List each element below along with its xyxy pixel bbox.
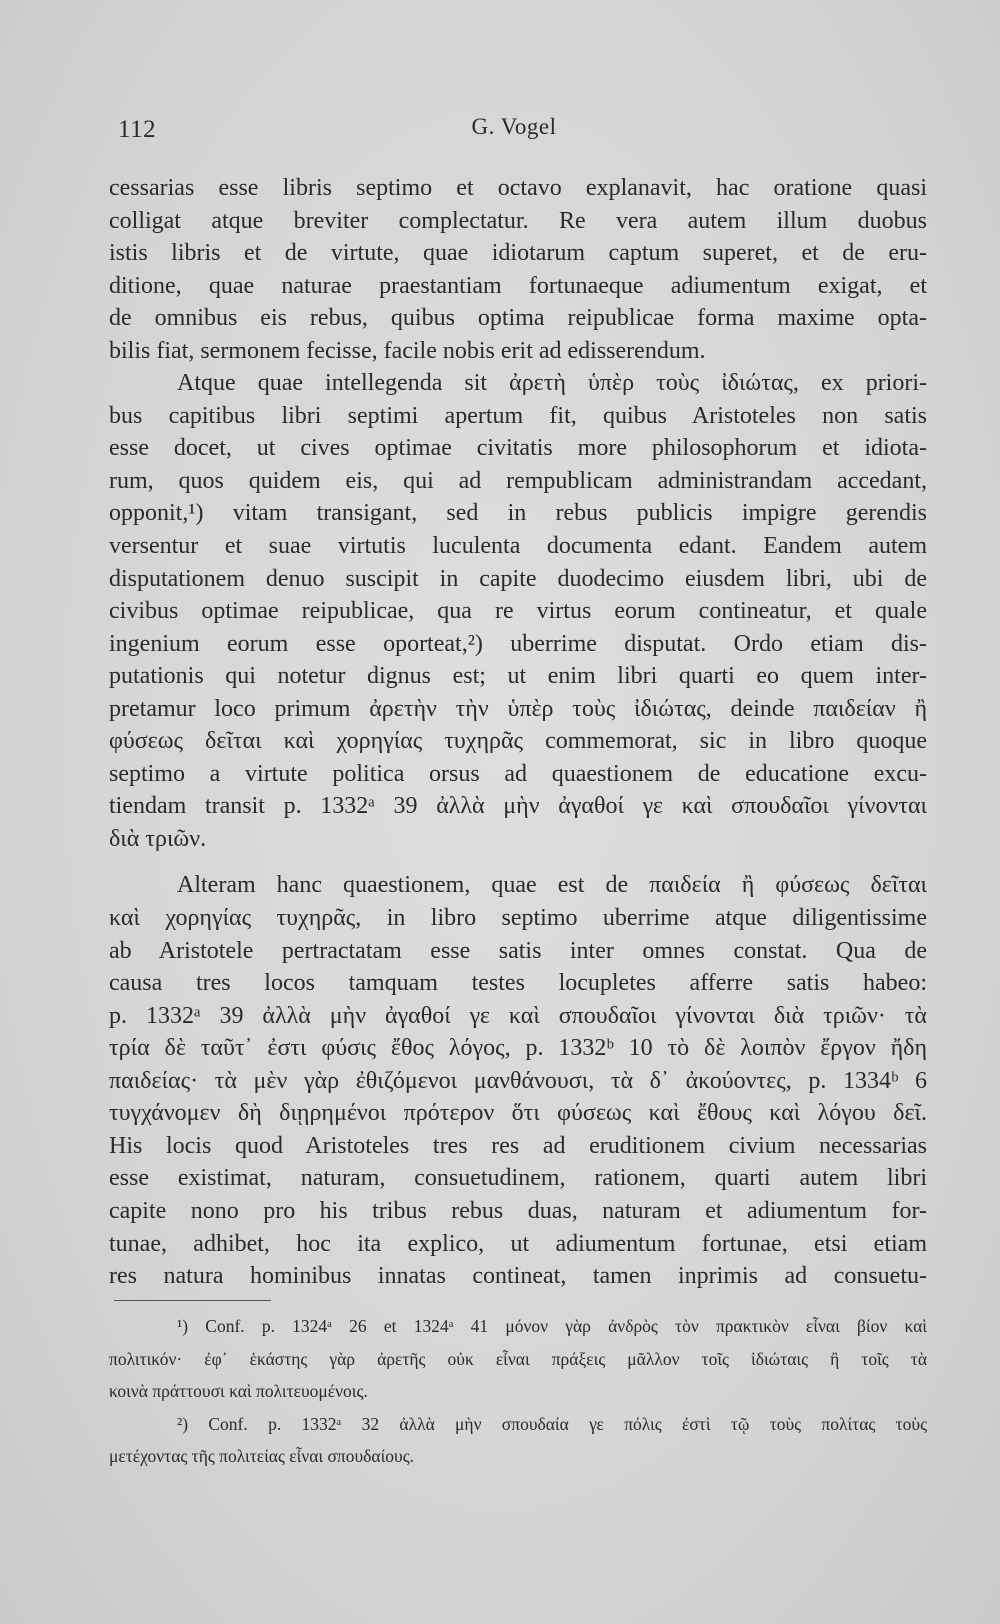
text-line: φύσεως δεῖται καὶ χορηγίας τυχηρᾶς commemorat, sic in libro quoque [109, 728, 927, 755]
text-line: opponit,¹) vitam transigant, sed in rebus publicis impigre gerendis [109, 500, 927, 527]
main-text [109, 172, 927, 1293]
footnote-separator [114, 1300, 271, 1301]
footnote-line: κοινὰ πράττουσι καὶ πολιτευομένοις. [109, 1381, 368, 1402]
text-line: versentur et suae virtutis luculenta documenta edant. Eandem autem [109, 533, 927, 560]
text-line: res natura hominibus innatas contineat, tamen inprimis ad consuetu- [109, 1263, 927, 1290]
text-line: putationis qui notetur dignus est; ut enim libri quarti eo quem inter- [109, 663, 927, 690]
text-line: septimo a virtute politica orsus ad quaestionem de educatione excu- [109, 760, 927, 787]
text-line: tunae, adhibet, hoc ita explico, ut adiumentum fortunae, etsi etiam [109, 1230, 927, 1257]
text-line: p. 1332ᵃ 39 ἀλλὰ μὴν ἀγαθοί γε καὶ σπουδαῖοι γίνονται διὰ τριῶν· τὰ [109, 1002, 927, 1029]
text-line: cessarias esse libris septimo et octavo explanavit, hac oratione quasi [109, 175, 927, 201]
text-line: esse existimat, naturam, consuetudinem, rationem, quarti autem libri [109, 1165, 927, 1192]
text-line: ab Aristotele pertractatam esse satis inter omnes constat. Qua de [109, 937, 927, 964]
text-line: istis libris et de virtute, quae idiotarum captum superet, et de eru- [109, 240, 927, 267]
footnotes [109, 1315, 927, 1478]
text-line: τρία δὲ ταῦτ᾽ ἐστι φύσις ἔθος λόγος, p. 1332ᵇ 10 τὸ δὲ λοιπὸν ἔργον ἤδη [109, 1035, 927, 1062]
text-line: ditione, quae naturae praestantiam fortunaeque adiumentum exigat, et [109, 272, 927, 299]
text-line: ingenium eorum esse oporteat,²) uberrime disputat. Ordo etiam dis- [109, 630, 927, 657]
page-header [118, 116, 910, 156]
text-line: διὰ τριῶν. [109, 825, 207, 852]
text-line: τυγχάνομεν δὴ διῃρημένοι πρότερον ὅτι φύσεως καὶ ἔθους καὶ λόγου δεῖ. [109, 1100, 927, 1127]
footnote-line: ¹) Conf. p. 1324ᵃ 26 et 1324ᵃ 41 μόνον γὰρ ἀνδρὸς τὸν πρακτικὸν εἶναι βίον καὶ [177, 1316, 927, 1336]
text-line: capite nono pro his tribus rebus duas, naturam et adiumentum for- [109, 1197, 927, 1224]
text-line: bilis fiat, sermonem fecisse, facile nobis erit ad edisserendum. [109, 337, 706, 364]
text-line: esse docet, ut cives optimae civitatis more philosophorum et idiota- [109, 435, 927, 462]
page-number: 112 [118, 116, 157, 143]
text-line: tiendam transit p. 1332ᵃ 39 ἀλλὰ μὴν ἀγαθοί γε καὶ σπουδαῖοι γίνονται [109, 793, 927, 820]
footnote-line: μετέχοντας τῆς πολιτείας εἶναι σπουδαίους. [109, 1446, 415, 1467]
running-head: G. Vogel [471, 114, 557, 139]
text-line: καὶ χορηγίας τυχηρᾶς, in libro septimo uberrime atque diligentissime [109, 905, 927, 932]
text-line: de omnibus eis rebus, quibus optima reipublicae forma maxime opta- [109, 305, 927, 332]
text-line: bus capitibus libri septimi apertum fit, quibus Aristoteles non satis [109, 402, 927, 429]
text-line: παιδείας· τὰ μὲν γὰρ ἐθιζόμενοι μανθάνουσι, τὰ δ᾽ ἀκούοντες, p. 1334ᵇ 6 [109, 1067, 927, 1094]
footnote-line: πολιτικόν· ἐφ᾽ ἑκάστης γὰρ ἀρετῆς οὐκ εἶναι πράξεις μᾶλλον τοῖς ἰδιώταις ἢ τοῖς τὰ [109, 1348, 927, 1369]
footnote-line: ²) Conf. p. 1332ᵃ 32 ἀλλὰ μὴν σπουδαία γε πόλις ἐστὶ τῷ τοὺς πολίτας τοὺς [177, 1413, 927, 1434]
text-line: causa tres locos tamquam testes locupletes afferre satis habeo: [109, 970, 927, 997]
text-line: disputationem denuo suscipit in capite duodecimo eiusdem libri, ubi de [109, 565, 927, 592]
text-line: civibus optimae reipublicae, qua re virtus eorum contineatur, et quale [109, 598, 927, 625]
text-line: rum, quos quidem eis, qui ad rempublicam administrandam accedant, [109, 467, 927, 494]
text-line: colligat atque breviter complectatur. Re vera autem illum duobus [109, 207, 927, 234]
text-line: pretamur loco primum ἀρετὴν τὴν ὑπὲρ τοὺς ἰδιώτας, deinde παιδείαν ἢ [109, 695, 927, 722]
text-line: Atque quae intellegenda sit ἀρετὴ ὑπὲρ τοὺς ἰδιώτας, ex priori- [177, 370, 927, 397]
text-line: His locis quod Aristoteles tres res ad eruditionem civium necessarias [109, 1132, 927, 1159]
text-line: Alteram hanc quaestionem, quae est de παιδεία ἢ φύσεως δεῖται [177, 872, 927, 899]
